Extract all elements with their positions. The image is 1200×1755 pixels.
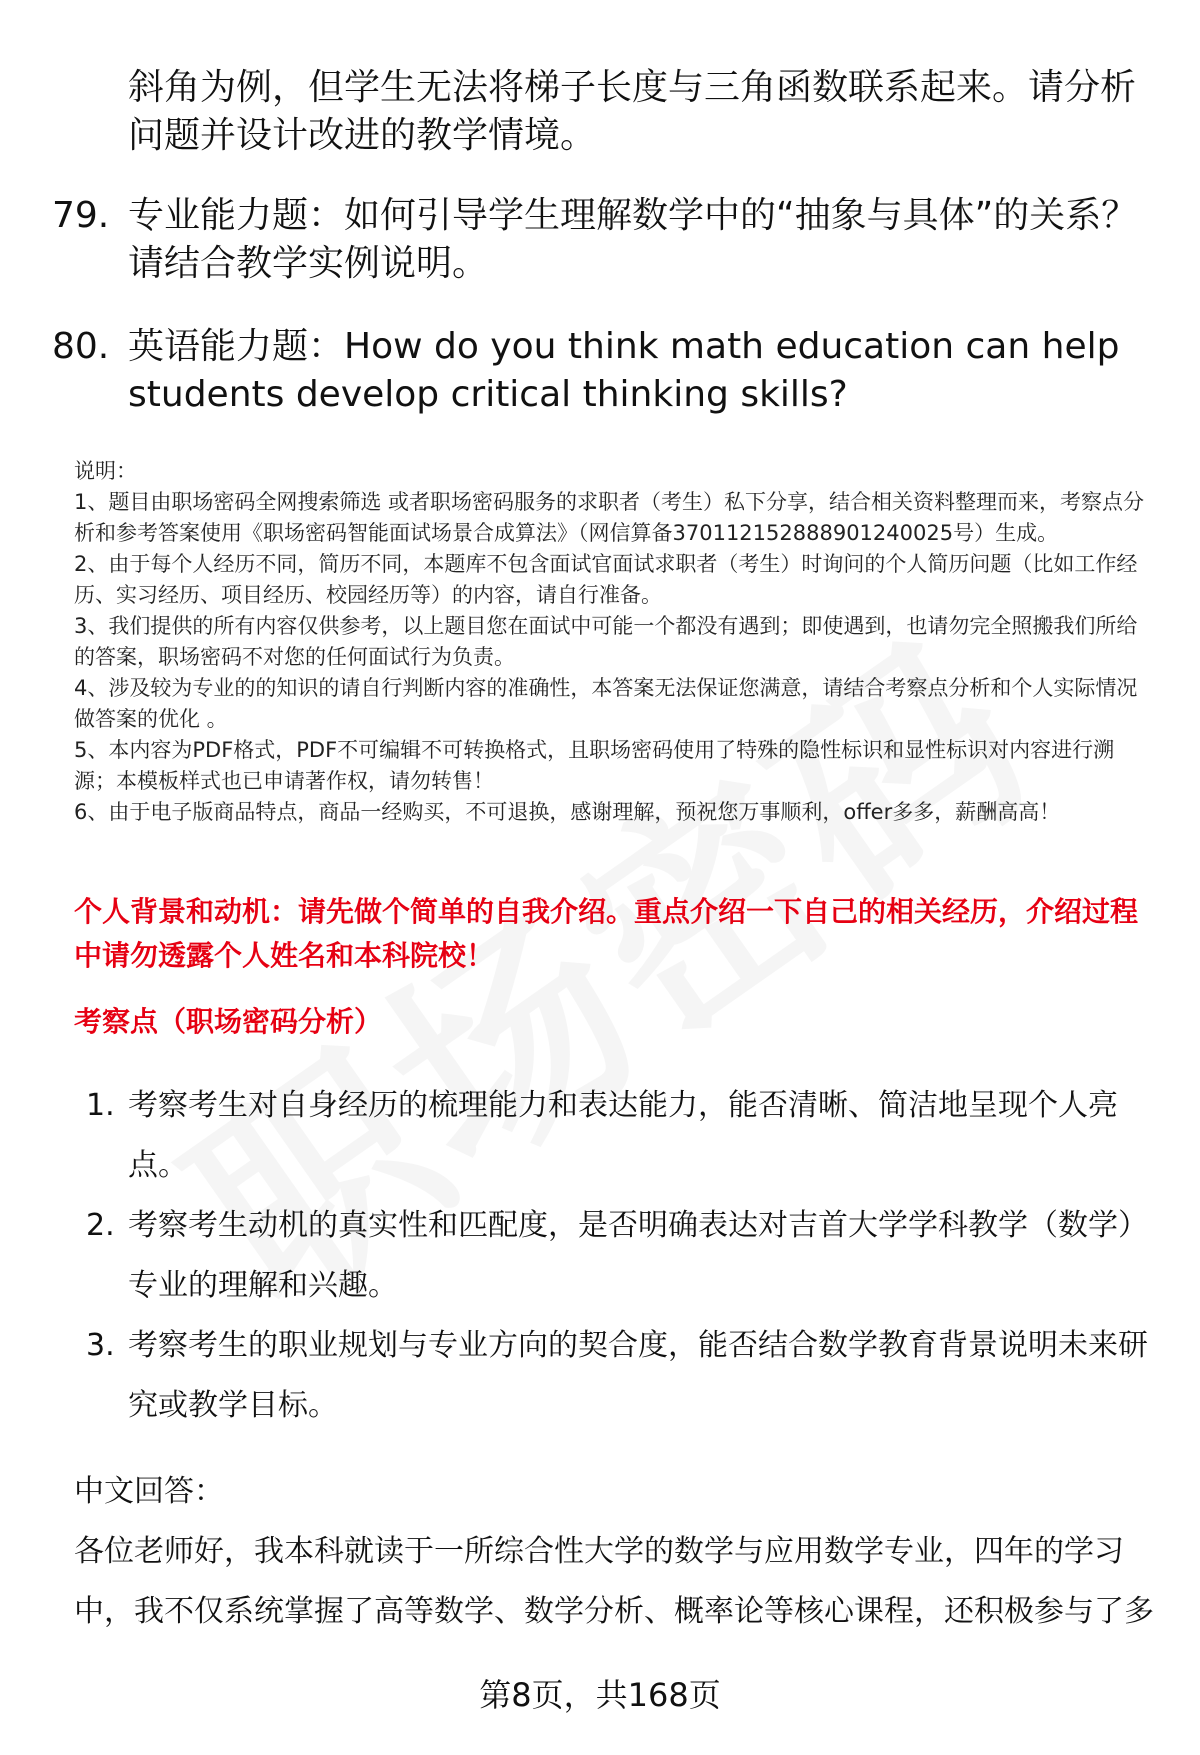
assessment-points-list	[86, 1076, 1166, 1436]
list-item	[86, 1196, 1166, 1316]
question-text: 专业能力题：如何引导学生理解数学中的“抽象与具体”的关系？请结合教学实例说明。	[128, 195, 1138, 284]
list-item-text: 考察考生动机的真实性和匹配度，是否明确表达对吉首大学学科教学（数学）专业的理解和兴趣。	[128, 1208, 1148, 1303]
disclaimer-notes	[74, 456, 1154, 828]
list-item-number: 1.	[86, 1088, 115, 1123]
list-item	[86, 1076, 1166, 1196]
assessment-points-heading: 考察点（职场密码分析）	[74, 1005, 383, 1038]
note-item: 3、我们提供的所有内容仅供参考，以上题目您在面试中可能一个都没有遇到；即使遇到，也请勿完全照搬我们所给的答案，职场密码不对您的任何面试行为负责。	[74, 614, 1138, 669]
question-79	[52, 192, 1152, 288]
continued-question-text: 斜角为例，但学生无法将梯子长度与三角函数联系起来。请分析问题并设计改进的教学情境。	[128, 67, 1137, 156]
list-item-number: 3.	[86, 1328, 115, 1363]
chinese-answer	[74, 1462, 1154, 1642]
question-text: 英语能力题：How do you think math education can help students develop critical thinking skills?	[128, 326, 1120, 415]
note-item: 4、涉及较为专业的的知识的请自行判断内容的准确性，本答案无法保证您满意，请结合考察点分析和个人实际情况做答案的优化 。	[74, 676, 1138, 731]
note-item: 6、由于电子版商品特点，商品一经购买，不可退换，感谢理解，预祝您万事顺利，offer多多，薪酬高高！	[74, 800, 1061, 824]
note-item: 5、本内容为PDF格式，PDF不可编辑不可转换格式，且职场密码使用了特殊的隐性标识和显性标识对内容进行溯源；本模板样式也已申请著作权，请勿转售！	[74, 738, 1115, 793]
answer-text: 各位老师好，我本科就读于一所综合性大学的数学与应用数学专业，四年的学习中，我不仅系统掌握了高等数学、数学分析、概率论等核心课程，还积极参与了多	[74, 1534, 1154, 1629]
page-footer: 第8页，共168页	[479, 1676, 721, 1714]
note-item: 1、题目由职场密码全网搜索筛选 或者职场密码服务的求职者（考生）私下分享，结合相关资料整理而来，考察点分析和参考答案使用《职场密码智能面试场景合成算法》（网信算备370112152888901240025号）生成。	[74, 490, 1145, 545]
list-item-text: 考察考生的职业规划与专业方向的契合度，能否结合数学教育背景说明未来研究或教学目标。	[128, 1328, 1148, 1423]
list-item	[86, 1316, 1166, 1436]
answer-label: 中文回答：	[74, 1474, 224, 1509]
question-80	[52, 323, 1152, 419]
question-number: 79.	[52, 195, 110, 236]
note-item: 2、由于每个人经历不同，简历不同，本题库不包含面试官面试求职者（考生）时询问的个人简历问题（比如工作经历、实习经历、项目经历、校园经历等）的内容，请自行准备。	[74, 552, 1138, 607]
notes-title: 说明：	[74, 459, 137, 483]
intro-question-heading: 个人背景和动机：请先做个简单的自我介绍。重点介绍一下自己的相关经历，介绍过程中请勿透露个人姓名和本科院校！	[74, 895, 1139, 972]
list-item-number: 2.	[86, 1208, 115, 1243]
list-item-text: 考察考生对自身经历的梳理能力和表达能力，能否清晰、简洁地呈现个人亮点。	[128, 1088, 1118, 1183]
question-number: 80.	[52, 326, 110, 367]
